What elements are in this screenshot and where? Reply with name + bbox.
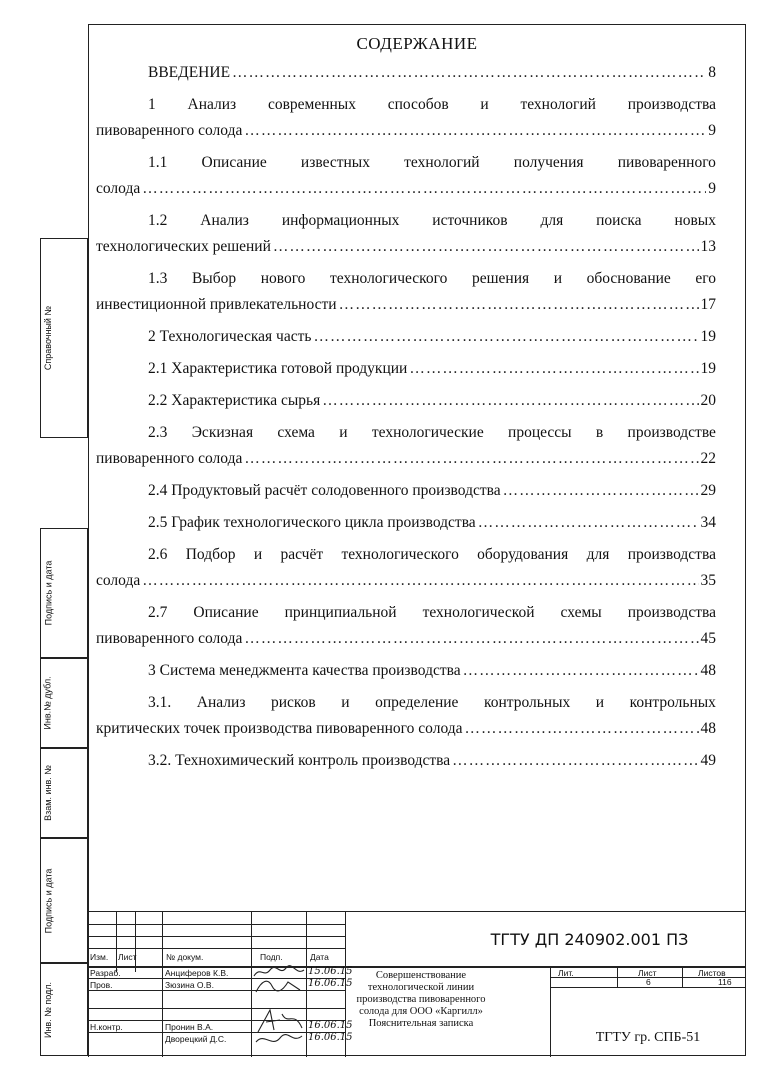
- toc-word: производства: [627, 546, 716, 563]
- toc-page-number: 13: [700, 238, 716, 255]
- toc-word: технологического: [341, 546, 459, 563]
- toc-entry-text: пивоваренного солода: [96, 450, 243, 467]
- col-header-izm: Изм.: [90, 952, 109, 962]
- toc-entry-text: критических точек производства пивоваренного солода: [96, 720, 463, 737]
- toc-word: нового: [260, 270, 306, 287]
- toc-word: контрольных: [629, 694, 716, 711]
- toc-leader-dots: [244, 446, 698, 472]
- toc-page-number: 8: [708, 64, 716, 81]
- toc-leader-dots: [232, 60, 706, 86]
- toc-word: и: [341, 694, 350, 711]
- toc-word: пивоваренного: [617, 154, 716, 171]
- lit-label: Лит.: [558, 968, 574, 978]
- toc-entry-line: [96, 208, 716, 234]
- sheet-label: Лист: [638, 968, 657, 978]
- toc-word: решения: [471, 270, 530, 287]
- toc-entry-text: 2.4 Продуктовый расчёт солодовенного производства: [148, 482, 501, 499]
- toc-word: Анализ: [196, 694, 246, 711]
- toc-word: рисков: [270, 694, 316, 711]
- toc-page-number: 45: [700, 630, 716, 647]
- toc-entry-text: солода: [96, 180, 141, 197]
- toc-word: 1.1: [148, 154, 168, 171]
- toc-entry: [96, 510, 716, 536]
- toc-leader-dots: [142, 176, 706, 202]
- toc-word: для: [540, 212, 564, 229]
- role-checker: Пров.: [90, 980, 113, 990]
- toc-entry-text: 2.5 График технологического цикла производства: [148, 514, 476, 531]
- toc-entry: [96, 208, 716, 260]
- date-checker: 16.06.15: [308, 978, 353, 989]
- toc-entry-line: [96, 478, 716, 504]
- toc-page-number: 9: [708, 122, 716, 139]
- group-label: ТГТУ гр. СПБ-51: [595, 1030, 701, 1045]
- toc-entry: [96, 542, 716, 594]
- toc-word: схемы: [560, 604, 602, 621]
- toc-word: Описание: [201, 154, 267, 171]
- toc-word: способов: [387, 96, 449, 113]
- toc-word: оборудования: [477, 546, 569, 563]
- toc-entry-line: [96, 420, 716, 446]
- toc-entry: [96, 478, 716, 504]
- page-title: СОДЕРЖАНИЕ: [356, 34, 478, 53]
- sheet-number: 6: [646, 977, 651, 987]
- toc-word: 2.3: [148, 424, 168, 441]
- date-developer: 15.06.15: [308, 966, 353, 977]
- toc-word: 1.2: [148, 212, 168, 229]
- toc-entry-line: [96, 292, 716, 318]
- toc-leader-dots: [463, 658, 699, 684]
- toc-entry-line: [96, 542, 716, 568]
- role-norm-control: Н.контр.: [90, 1022, 123, 1032]
- toc-word: технологические: [371, 424, 484, 441]
- toc-entry: [96, 748, 716, 774]
- name-checker: Зюзина О.В.: [165, 980, 214, 990]
- toc-entry-line: [96, 690, 716, 716]
- name-norm-control: Пронин В.А.: [165, 1022, 214, 1032]
- sheets-label: Листов: [698, 968, 726, 978]
- toc-word: 2.7: [148, 604, 168, 621]
- toc-entry-line: [96, 600, 716, 626]
- toc-word: технологического: [330, 270, 448, 287]
- toc-word: производства: [627, 96, 716, 113]
- toc-word: технологий: [404, 154, 480, 171]
- toc-page-number: 34: [700, 514, 716, 531]
- toc-entry: [96, 690, 716, 742]
- toc-entry-text: пивоваренного солода: [96, 630, 243, 647]
- toc-entry-text: 3.2. Технохимический контроль производства: [148, 752, 451, 769]
- toc-leader-dots: [273, 234, 699, 260]
- name-developer: Анциферов К.В.: [165, 968, 229, 978]
- toc-entry-text: 3 Система менеджмента качества производства: [148, 662, 461, 679]
- toc-leader-dots: [503, 478, 699, 504]
- toc-word: его: [695, 270, 716, 287]
- title-block: [88, 911, 746, 1057]
- sheets-total: 116: [718, 977, 732, 987]
- toc-entry-line: [96, 266, 716, 292]
- toc-entry-line: [96, 356, 716, 382]
- toc-page-number: 22: [700, 450, 716, 467]
- toc-word: и: [595, 694, 605, 711]
- toc-entry: [96, 324, 716, 350]
- toc-word: и: [339, 424, 348, 441]
- document-description: Совершенствование технологической линии производства пивоваренного солода для ООО «Каргилл» Пояснительная записка: [356, 970, 486, 1029]
- toc-word: 1.3: [148, 270, 168, 287]
- side-ref-no-label: Справочный №: [43, 305, 53, 371]
- toc-word: современных: [267, 96, 356, 113]
- toc-leader-dots: [465, 716, 699, 742]
- toc-page-number: 48: [700, 662, 716, 679]
- toc-entry: [96, 356, 716, 382]
- toc-leader-dots: [244, 626, 698, 652]
- toc-word: схема: [277, 424, 315, 441]
- side-stamp: [40, 238, 88, 1056]
- toc-page-number: 19: [700, 328, 716, 345]
- toc-page-number: 35: [700, 572, 716, 589]
- toc-entry-line: [96, 658, 716, 684]
- side-dup-no-label: Инв.№ дубл.: [43, 676, 54, 730]
- toc-word: 1: [148, 96, 156, 113]
- toc-leader-dots: [339, 292, 699, 318]
- toc-entry-text: инвестиционной привлекательности: [96, 296, 337, 313]
- toc-word: источников: [432, 212, 508, 229]
- toc-leader-dots: [322, 388, 698, 414]
- toc-entry-text: 2 Технологическая часть: [148, 328, 312, 345]
- date-approver: 16.06.15: [308, 1032, 353, 1043]
- toc-page-number: 49: [700, 752, 716, 769]
- toc-word: производстве: [627, 424, 716, 441]
- toc-word: технологической: [422, 604, 535, 621]
- toc-word: расчёт: [280, 546, 324, 563]
- toc-word: производства: [627, 604, 716, 621]
- side-sign-date-label: Подпись и дата: [43, 560, 54, 626]
- toc-word: и: [253, 546, 263, 563]
- toc-word: и: [480, 96, 489, 113]
- col-header-sign: Подп.: [260, 952, 283, 962]
- toc-entry: [96, 600, 716, 652]
- toc-leader-dots: [313, 324, 698, 350]
- toc-page-number: 20: [700, 392, 716, 409]
- side-orig-no-label: Инв. № подл.: [43, 981, 53, 1038]
- toc-entry-line: [96, 568, 716, 594]
- toc-word: и: [553, 270, 563, 287]
- toc-word: известных: [300, 154, 370, 171]
- toc-word: процессы: [508, 424, 572, 441]
- toc-entry: [96, 658, 716, 684]
- toc-entry-line: [96, 510, 716, 536]
- toc-entry-line: [96, 324, 716, 350]
- toc-word: для: [586, 546, 610, 563]
- col-header-list: Лист: [118, 952, 137, 962]
- toc-word: Выбор: [191, 270, 237, 287]
- toc-leader-dots: [142, 568, 698, 594]
- toc-entry-text: ВВЕДЕНИЕ: [148, 64, 231, 81]
- side-repl-no-label: Взам. инв. №: [43, 765, 54, 821]
- toc-leader-dots: [244, 118, 706, 144]
- toc-entry-line: [96, 92, 716, 118]
- toc-word: Эскизная: [191, 424, 254, 441]
- toc-entry-text: солода: [96, 572, 141, 589]
- side-sign-date-label-2: Подпись и дата: [43, 868, 54, 933]
- toc-page-number: 29: [700, 482, 716, 499]
- toc-entry-line: [96, 118, 716, 144]
- toc-word: 2.6: [148, 546, 168, 563]
- toc-entry-line: [96, 176, 716, 202]
- toc-word: в: [595, 424, 604, 441]
- toc-word: информационных: [281, 212, 400, 229]
- col-header-date: Дата: [310, 952, 329, 962]
- toc-page-number: 19: [700, 360, 716, 377]
- toc-entry-text: технологических решений: [96, 238, 271, 255]
- toc-word: 3.1.: [148, 694, 172, 711]
- toc-entry: [96, 266, 716, 318]
- toc-entry: [96, 60, 716, 86]
- toc-word: Подбор: [185, 546, 236, 563]
- toc-entry-line: [96, 234, 716, 260]
- toc-entry-line: [96, 626, 716, 652]
- signature-checker-icon: [252, 976, 306, 996]
- toc-entry-text: пивоваренного солода: [96, 122, 243, 139]
- toc-entry: [96, 388, 716, 414]
- toc-entry: [96, 92, 716, 144]
- toc-page-number: 48: [700, 720, 716, 737]
- toc-entry: [96, 150, 716, 202]
- toc-page-number: 17: [700, 296, 716, 313]
- toc-entry-text: 2.2 Характеристика сырья: [148, 392, 321, 409]
- toc-leader-dots: [452, 748, 698, 774]
- role-developer: Разраб.: [90, 968, 121, 978]
- toc-word: поиска: [596, 212, 642, 229]
- toc-entry: [96, 420, 716, 472]
- table-of-contents: [96, 60, 716, 780]
- col-header-doc: № докум.: [166, 952, 204, 962]
- toc-word: технологий: [520, 96, 596, 113]
- document-code: ТГТУ ДП 240902.001 ПЗ: [490, 930, 689, 949]
- toc-entry-line: [96, 716, 716, 742]
- toc-word: определение: [375, 694, 459, 711]
- toc-word: обоснование: [586, 270, 671, 287]
- toc-word: контрольных: [483, 694, 571, 711]
- name-approver: Дворецкий Д.С.: [165, 1034, 227, 1044]
- toc-entry-line: [96, 446, 716, 472]
- toc-word: Описание: [193, 604, 259, 621]
- toc-word: получения: [513, 154, 584, 171]
- toc-leader-dots: [478, 510, 699, 536]
- toc-word: принципиальной: [284, 604, 397, 621]
- toc-entry-text: 2.1 Характеристика готовой продукции: [148, 360, 408, 377]
- signature-approver-icon: [252, 1030, 306, 1050]
- toc-word: Анализ: [187, 96, 237, 113]
- toc-entry-line: [96, 60, 716, 86]
- toc-word: новых: [674, 212, 716, 229]
- toc-entry-line: [96, 748, 716, 774]
- toc-entry-line: [96, 388, 716, 414]
- toc-page-number: 9: [708, 180, 716, 197]
- date-norm-control: 16.06.15: [308, 1020, 353, 1031]
- toc-word: Анализ: [200, 212, 249, 229]
- toc-entry-line: [96, 150, 716, 176]
- toc-leader-dots: [409, 356, 698, 382]
